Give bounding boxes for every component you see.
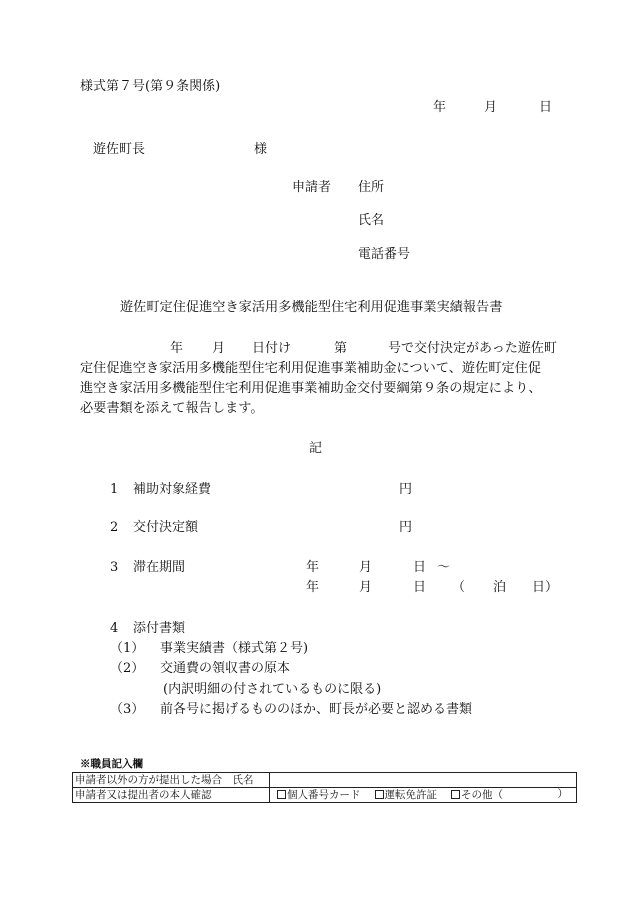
identity-check-options (270, 788, 577, 803)
attachment-2-number: （2） (110, 661, 145, 676)
applicant-address-label: 住所 (358, 180, 385, 195)
body-year: 年 (170, 341, 184, 356)
stay-start-month: 月 (359, 560, 373, 575)
staff-row-identity (73, 788, 577, 803)
stay-start-year: 年 (306, 560, 320, 575)
submitter-name-field[interactable] (270, 773, 577, 788)
item-4-number: 4 (110, 621, 119, 636)
stay-end-month: 月 (359, 580, 373, 595)
applicant-phone-label: 電話番号 (358, 247, 411, 262)
applicant-label: 申請者 (292, 180, 332, 195)
item-4-label: 添付書類 (133, 621, 186, 636)
date-day: 日 (539, 100, 553, 115)
checkbox-icon (277, 790, 286, 799)
stay-paren-open: （ (452, 580, 466, 595)
attachment-3-text: 前各号に掲げるもののほか、町長が必要と認める書類 (160, 702, 473, 717)
date-month: 月 (484, 100, 498, 115)
body-line3: 進空き家活用多機能型住宅利用促進事業補助金交付要綱第９条の規定により、 (80, 381, 542, 396)
addressee-honorific: 様 (254, 142, 268, 157)
attachment-2-note: (内訳明細の付されているものに限る) (163, 682, 382, 697)
date-year: 年 (433, 100, 447, 115)
applicant-name-label: 氏名 (358, 213, 385, 228)
item-1-unit: 円 (399, 482, 413, 497)
body-dated: 日付け (252, 341, 292, 356)
check-other[interactable]: その他（ (451, 790, 503, 801)
item-2-unit: 円 (399, 520, 413, 535)
item-2-number: 2 (110, 520, 119, 535)
checkbox-icon (375, 790, 384, 799)
checkbox-icon (451, 790, 460, 799)
other-close-paren: ） (557, 788, 568, 800)
check-drivers-license[interactable]: 運転免許証 (375, 790, 438, 801)
body-no: 第 (334, 341, 348, 356)
item-1-number: 1 (110, 482, 119, 497)
stay-start-day: 日 (413, 560, 427, 575)
item-2-label: 交付決定額 (133, 520, 199, 535)
attachment-1-text: 事業実績書（様式第２号) (160, 641, 309, 656)
item-3-label: 滞在期間 (133, 560, 186, 575)
staff-section-heading: ※職員記入欄 (80, 758, 143, 770)
ki-heading: 記 (309, 441, 323, 456)
stay-end-day: 日 (413, 580, 427, 595)
submitter-name-label: 申請者以外の方が提出した場合 氏名 (73, 773, 270, 788)
staff-row-submitter (73, 773, 577, 788)
attachment-1-number: （1） (110, 641, 145, 656)
staff-table (72, 772, 577, 803)
stay-nights: 泊 (493, 580, 507, 595)
body-line2: 定住促進空き家活用多機能型住宅利用促進事業補助金について、遊佐町定住促 (80, 361, 542, 376)
attachment-3-number: （3） (110, 702, 145, 717)
stay-end-year: 年 (306, 580, 320, 595)
stay-tilde: ～ (437, 560, 451, 575)
document-title: 遊佐町定住促進空き家活用多機能型住宅利用促進事業実績報告書 (120, 300, 503, 315)
item-3-number: 3 (110, 560, 119, 575)
attachment-2-text: 交通費の領収書の原本 (160, 661, 291, 676)
check-mynumber-card[interactable]: 個人番号カード (277, 790, 361, 801)
identity-check-label: 申請者又は提出者の本人確認 (73, 788, 270, 803)
form-number: 様式第７号(第９条関係) (80, 79, 221, 94)
stay-days: 日） (532, 580, 559, 595)
addressee-name: 遊佐町長 (93, 142, 146, 157)
item-1-label: 補助対象経費 (133, 482, 212, 497)
body-line1-rest: 号で交付決定があった遊佐町 (388, 341, 557, 356)
body-line4: 必要書類を添えて報告します。 (80, 401, 264, 416)
body-month: 月 (212, 341, 226, 356)
